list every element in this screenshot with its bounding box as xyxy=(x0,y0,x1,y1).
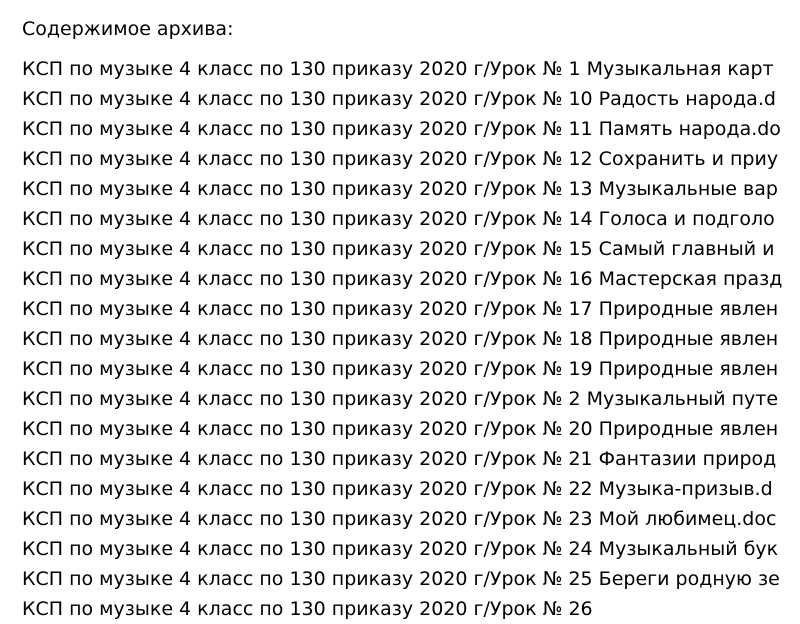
file-item: КСП по музыке 4 класс по 130 приказу 2020 г/Урок № 11 Память народа.do xyxy=(22,118,781,140)
file-item: КСП по музыке 4 класс по 130 приказу 2020 г/Урок № 13 Музыкальные вар xyxy=(22,178,778,200)
file-item: КСП по музыке 4 класс по 130 приказу 2020 г/Урок № 15 Самый главный и xyxy=(22,238,775,260)
page-title: Содержимое архива: xyxy=(22,18,234,40)
file-item: КСП по музыке 4 класс по 130 приказу 2020 г/Урок № 17 Природные явлен xyxy=(22,298,779,320)
file-item: КСП по музыке 4 класс по 130 приказу 2020 г/Урок № 22 Музыка-призыв.d xyxy=(22,478,773,500)
file-item: КСП по музыке 4 класс по 130 приказу 2020 г/Урок № 25 Береги родную зе xyxy=(22,568,780,590)
file-item: КСП по музыке 4 класс по 130 приказу 2020 г/Урок № 16 Мастерская празд xyxy=(22,268,783,290)
file-item: КСП по музыке 4 класс по 130 приказу 2020 г/Урок № 10 Радость народа.d xyxy=(22,88,776,110)
file-item: КСП по музыке 4 класс по 130 приказу 2020 г/Урок № 20 Природные явлен xyxy=(22,418,779,440)
file-item: КСП по музыке 4 класс по 130 приказу 2020 г/Урок № 19 Природные явлен xyxy=(22,358,779,380)
file-list xyxy=(22,54,800,624)
file-item: КСП по музыке 4 класс по 130 приказу 2020 г/Урок № 24 Музыкальный бук xyxy=(22,538,779,560)
file-item: КСП по музыке 4 класс по 130 приказу 2020 г/Урок № 21 Фантазии природ xyxy=(22,448,777,470)
file-item: КСП по музыке 4 класс по 130 приказу 2020 г/Урок № 18 Природные явлен xyxy=(22,328,779,350)
file-item: КСП по музыке 4 класс по 130 приказу 2020 г/Урок № 23 Мой любимец.doc xyxy=(22,508,777,530)
file-item: КСП по музыке 4 класс по 130 приказу 2020 г/Урок № 14 Голоса и подголо xyxy=(22,208,775,230)
file-item: КСП по музыке 4 класс по 130 приказу 2020 г/Урок № 2 Музыкальный путе xyxy=(22,388,779,410)
file-item: КСП по музыке 4 класс по 130 приказу 2020 г/Урок № 12 Сохранить и приу xyxy=(22,148,779,170)
file-item: КСП по музыке 4 класс по 130 приказу 2020 г/Урок № 1 Музыкальная карт xyxy=(22,58,774,80)
file-item-partial: КСП по музыке 4 класс по 130 приказу 2020 г/Урок № 26 xyxy=(22,598,593,620)
